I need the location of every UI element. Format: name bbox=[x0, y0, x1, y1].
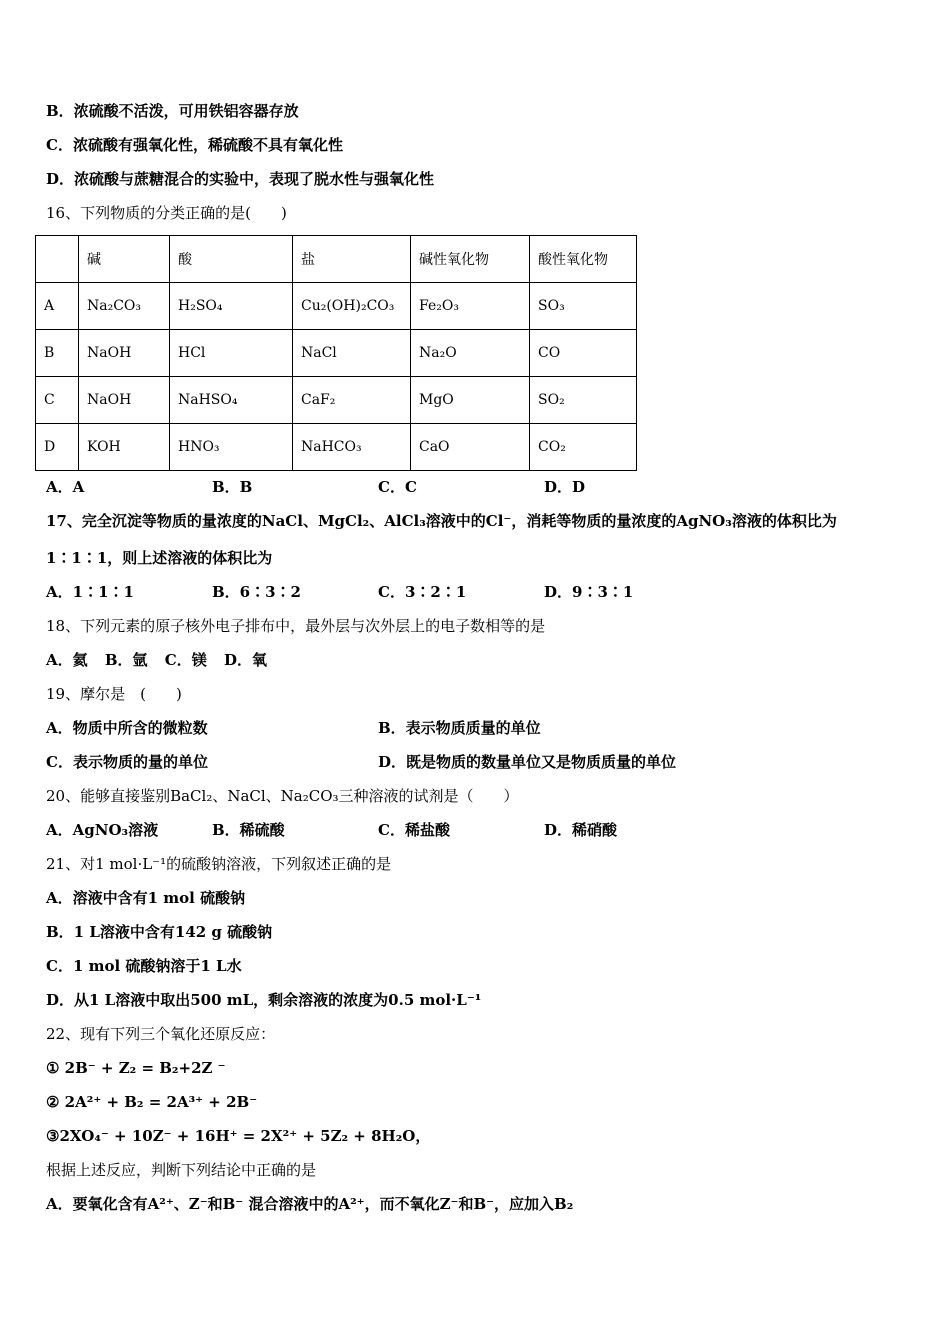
q21-option-a: A．溶液中含有1 mol 硫酸钠 bbox=[46, 889, 246, 907]
row-label: C bbox=[36, 377, 79, 424]
q19-options-row1 bbox=[46, 718, 710, 738]
table-cell: NaHCO₃ bbox=[293, 424, 411, 471]
q17-stem-line1: 17、完全沉淀等物质的量浓度的NaCl、MgCl₂、AlCl₃溶液中的Cl⁻，消耗等物质的量浓度的AgNO₃溶液的体积比为 bbox=[46, 512, 837, 530]
table-cell: CaO bbox=[411, 424, 530, 471]
table-cell: Na₂CO₃ bbox=[79, 283, 170, 330]
row-label: D bbox=[36, 424, 79, 471]
q20-option-c: C．稀盐酸 bbox=[378, 821, 450, 839]
q22-prompt: 根据上述反应，判断下列结论中正确的是 bbox=[46, 1161, 317, 1179]
q20-option-a: A．AgNO₃溶液 bbox=[46, 821, 159, 839]
q16-option-a: A．A bbox=[46, 478, 85, 496]
classification-table bbox=[35, 235, 637, 471]
table-header-row bbox=[36, 236, 637, 283]
table-cell: NaCl bbox=[293, 330, 411, 377]
q16-option-b: B．B bbox=[212, 478, 253, 496]
table-cell: HCl bbox=[170, 330, 293, 377]
table-cell: Na₂O bbox=[411, 330, 530, 377]
table-cell: H₂SO₄ bbox=[170, 283, 293, 330]
table-cell: CO bbox=[530, 330, 637, 377]
table-header-cell: 酸性氧化物 bbox=[530, 236, 637, 283]
q18-stem: 18、下列元素的原子核外电子排布中，最外层与次外层上的电子数相等的是 bbox=[46, 617, 546, 635]
q19-option-d: D．既是物质的数量单位又是物质质量的单位 bbox=[378, 753, 677, 771]
table-cell: MgO bbox=[411, 377, 530, 424]
q15-option-b: B．浓硫酸不活泼，可用铁铝容器存放 bbox=[46, 102, 299, 120]
table-row bbox=[36, 377, 637, 424]
q21-option-d: D．从1 L溶液中取出500 mL，剩余溶液的浓度为0.5 mol·L⁻¹ bbox=[46, 991, 482, 1009]
table-cell: CO₂ bbox=[530, 424, 637, 471]
q20-option-b: B．稀硫酸 bbox=[212, 821, 285, 839]
table-cell: SO₂ bbox=[530, 377, 637, 424]
q17-option-d: D．9∶3∶1 bbox=[544, 583, 634, 601]
q16-stem: 16、下列物质的分类正确的是( ) bbox=[46, 204, 287, 222]
q17-options bbox=[46, 582, 710, 602]
table-cell: NaOH bbox=[79, 330, 170, 377]
q16-option-c: C．C bbox=[378, 478, 417, 496]
table-row bbox=[36, 283, 637, 330]
q18-option-c: C．镁 bbox=[164, 651, 207, 669]
table-cell: NaOH bbox=[79, 377, 170, 424]
table-header-cell bbox=[36, 236, 79, 283]
table-header-cell: 酸 bbox=[170, 236, 293, 283]
q20-options bbox=[46, 820, 710, 840]
q20-stem: 20、能够直接鉴别BaCl₂、NaCl、Na₂CO₃三种溶液的试剂是（ ） bbox=[46, 787, 519, 805]
q22-reaction-3: ③2XO₄⁻ + 10Z⁻ + 16H⁺ = 2X²⁺ + 5Z₂ + 8H₂O， bbox=[46, 1127, 431, 1145]
table-header-cell: 盐 bbox=[293, 236, 411, 283]
q16-option-d: D．D bbox=[544, 478, 586, 496]
q19-options-row2 bbox=[46, 752, 710, 772]
table-header-cell: 碱性氧化物 bbox=[411, 236, 530, 283]
q21-stem: 21、对1 mol·L⁻¹的硫酸钠溶液，下列叙述正确的是 bbox=[46, 855, 392, 873]
q17-option-a: A．1∶1∶1 bbox=[46, 583, 134, 601]
table-row bbox=[36, 330, 637, 377]
q19-option-a: A．物质中所含的微粒数 bbox=[46, 719, 208, 737]
q17-option-c: C．3∶2∶1 bbox=[378, 583, 467, 601]
q21-option-c: C．1 mol 硫酸钠溶于1 L水 bbox=[46, 957, 242, 975]
q17-stem-line2: 1∶1∶1，则上述溶液的体积比为 bbox=[46, 549, 273, 567]
q22-stem: 22、现有下列三个氧化还原反应： bbox=[46, 1025, 276, 1043]
q22-reaction-2: ② 2A²⁺ + B₂ = 2A³⁺ + 2B⁻ bbox=[46, 1093, 258, 1111]
q20-option-d: D．稀硝酸 bbox=[544, 821, 618, 839]
q19-option-c: C．表示物质的量的单位 bbox=[46, 753, 208, 771]
q22-reaction-1: ① 2B⁻ + Z₂ = B₂+2Z ⁻ bbox=[46, 1059, 226, 1077]
q18-options bbox=[46, 650, 279, 670]
table-cell: NaHSO₄ bbox=[170, 377, 293, 424]
table-cell: KOH bbox=[79, 424, 170, 471]
q22-option-a: A．要氧化含有A²⁺、Z⁻和B⁻ 混合溶液中的A²⁺，而不氧化Z⁻和B⁻，应加入B₂ bbox=[46, 1195, 574, 1213]
row-label: A bbox=[36, 283, 79, 330]
q19-option-b: B．表示物质质量的单位 bbox=[378, 719, 541, 737]
q18-option-a: A．氦 bbox=[46, 651, 88, 669]
table-row bbox=[36, 424, 637, 471]
q18-option-d: D．氧 bbox=[223, 651, 267, 669]
q17-option-b: B．6∶3∶2 bbox=[212, 583, 301, 601]
table-cell: Fe₂O₃ bbox=[411, 283, 530, 330]
table-cell: CaF₂ bbox=[293, 377, 411, 424]
row-label: B bbox=[36, 330, 79, 377]
q21-option-b: B．1 L溶液中含有142 g 硫酸钠 bbox=[46, 923, 273, 941]
table-cell: Cu₂(OH)₂CO₃ bbox=[293, 283, 411, 330]
q18-option-b: B．氩 bbox=[104, 651, 148, 669]
q15-option-d: D．浓硫酸与蔗糖混合的实验中，表现了脱水性与强氧化性 bbox=[46, 170, 435, 188]
q15-option-c: C．浓硫酸有强氧化性，稀硫酸不具有氧化性 bbox=[46, 136, 343, 154]
table-cell: HNO₃ bbox=[170, 424, 293, 471]
q19-stem: 19、摩尔是 ( ) bbox=[46, 685, 182, 703]
table-header-cell: 碱 bbox=[79, 236, 170, 283]
q16-options bbox=[46, 477, 710, 497]
table-cell: SO₃ bbox=[530, 283, 637, 330]
